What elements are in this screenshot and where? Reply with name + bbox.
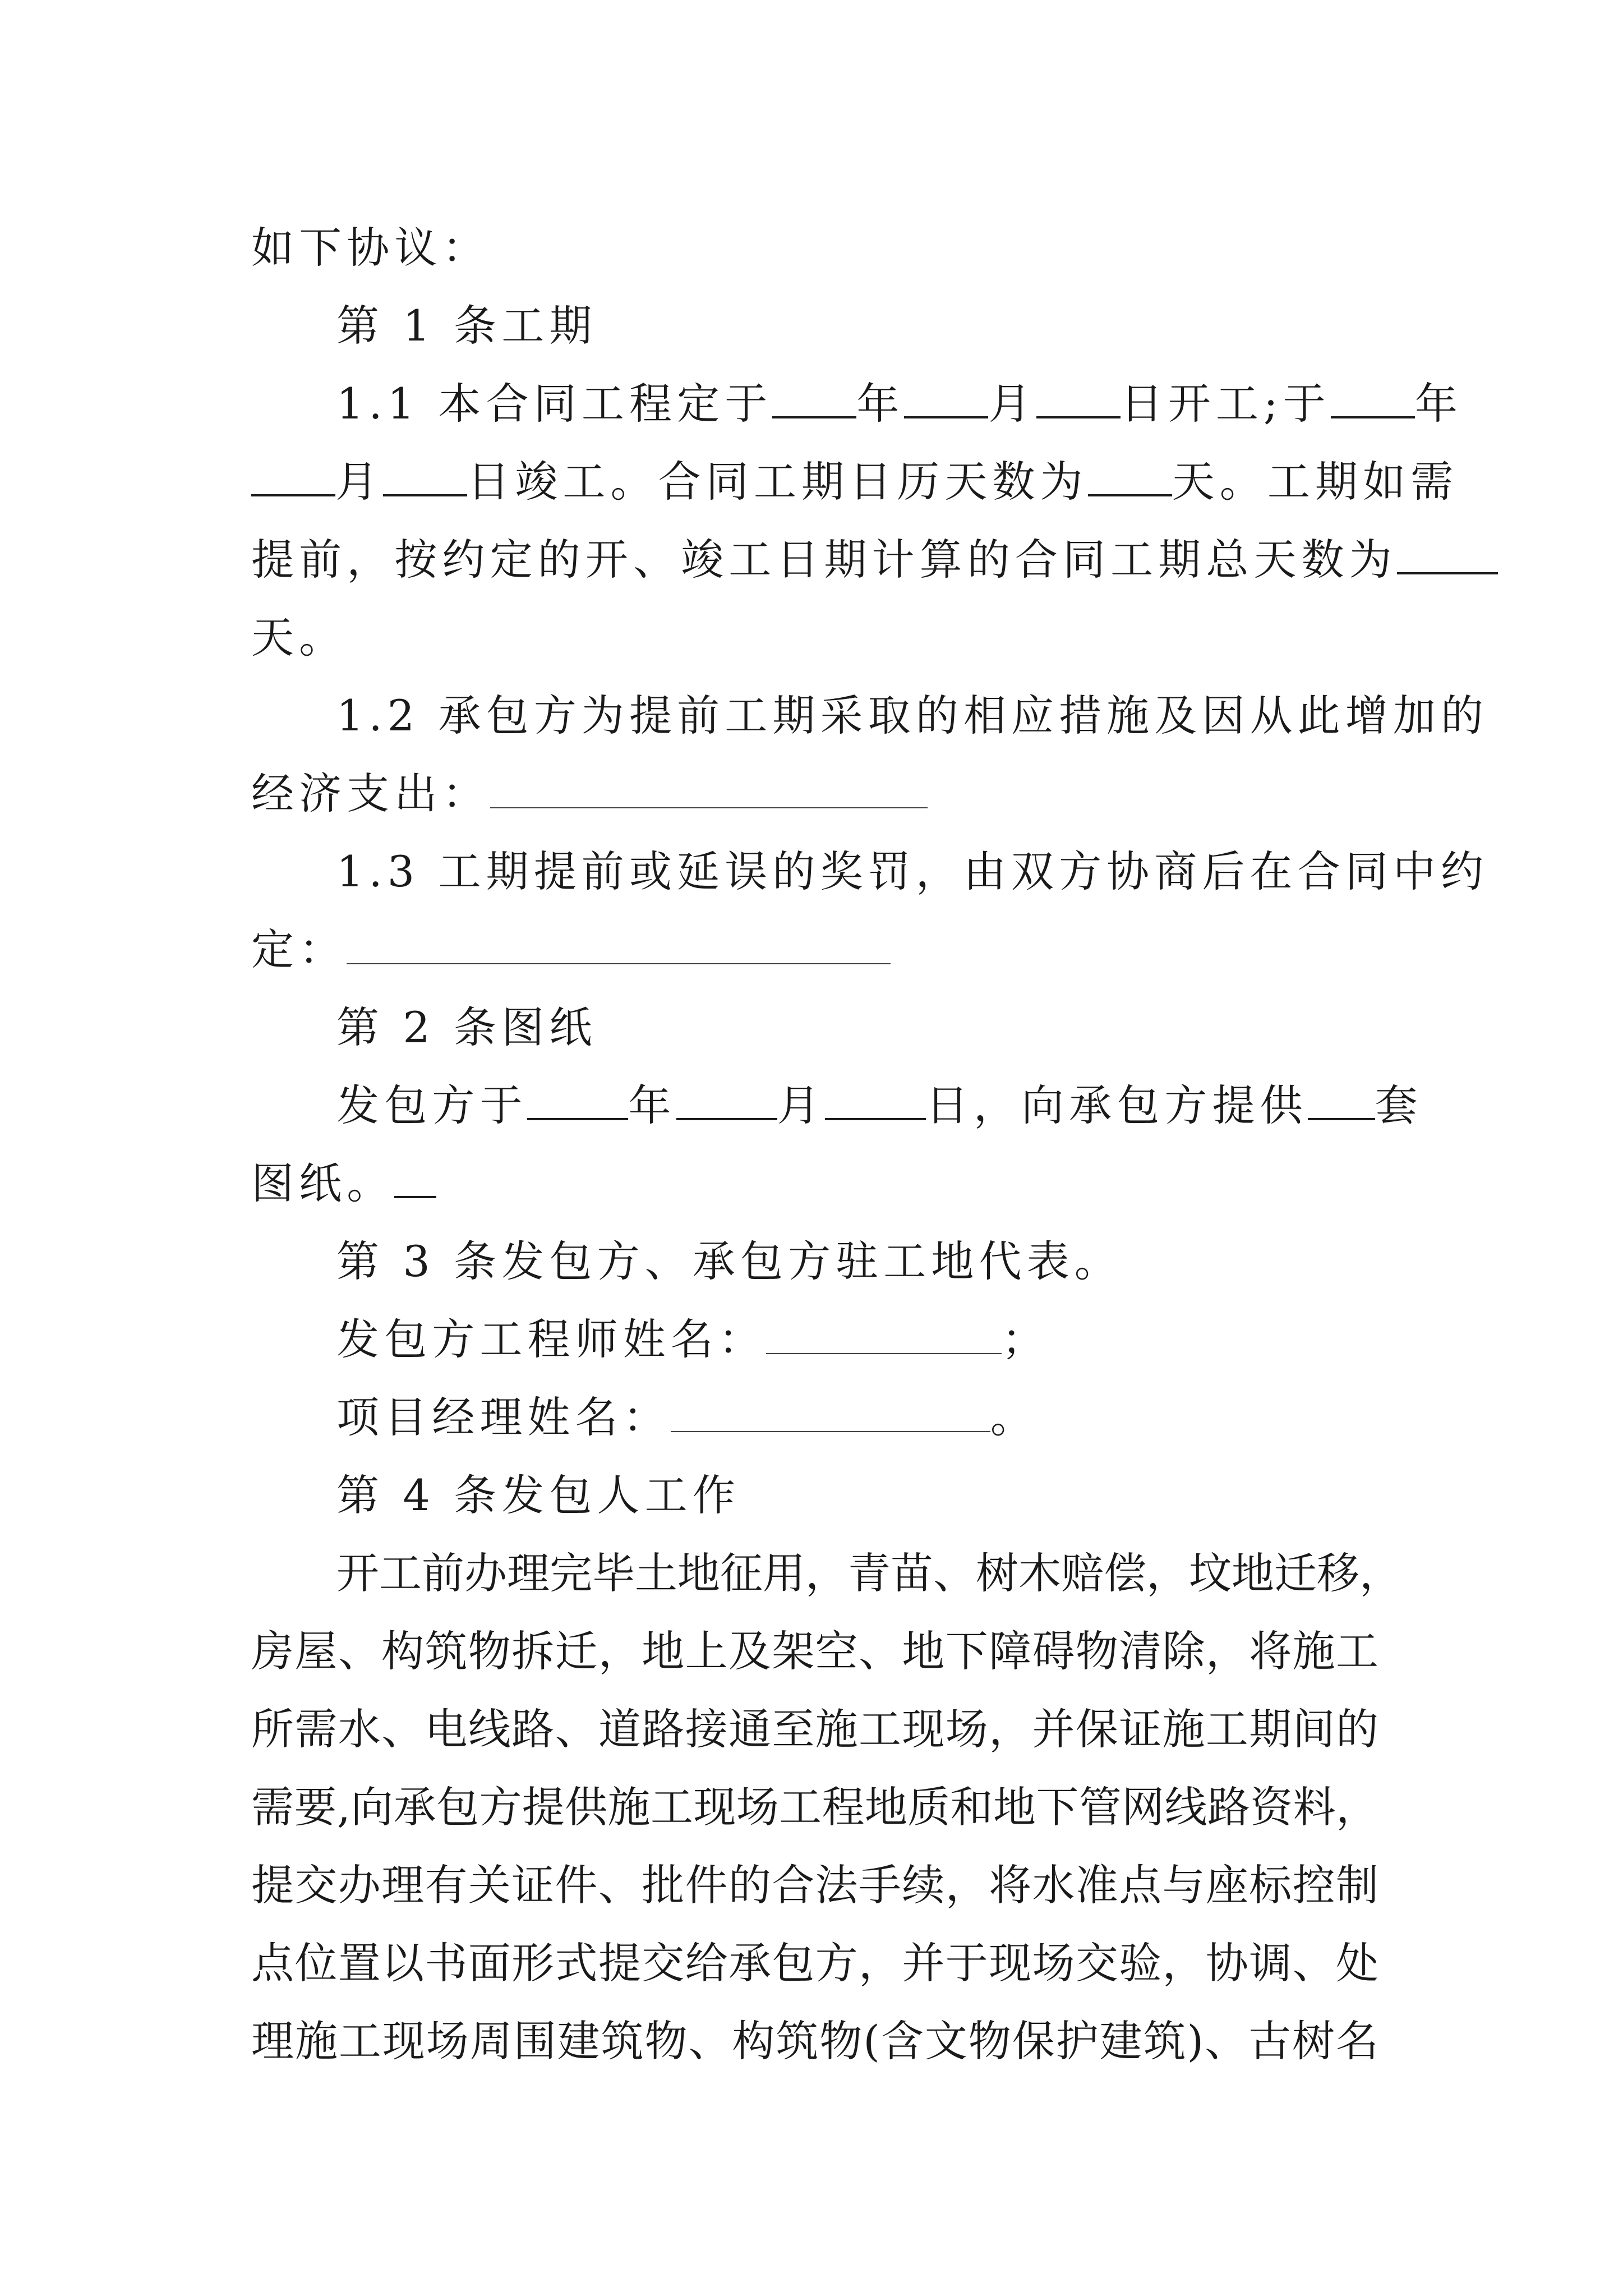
fill-blank [772, 405, 856, 418]
document-page [251, 209, 1489, 2080]
fill-blank [1331, 405, 1415, 418]
line-text: 点位置以书面形式提交给承包方，并于现场交验，协调、处 [251, 1938, 1378, 1988]
text-line [251, 754, 1378, 832]
line-text: 1.3 工期提前或延误的奖罚，由双方协商后在合同中约 [336, 846, 1489, 896]
line-text: 理施工现场周围建筑物、构筑物(含文物保护建筑)、古树名 [251, 2016, 1378, 2066]
line-text: 天。 [251, 613, 347, 662]
text-line [251, 832, 1489, 910]
text-line [251, 2002, 1378, 2080]
line-text: 需要,向承包方提供施工现场工程地质和地下管网线路资料， [251, 1782, 1378, 1832]
line-text: 日开工;于 [1120, 379, 1331, 429]
line-text: 1.1 本合同工程定于 [336, 379, 773, 429]
fill-blank [1308, 1107, 1375, 1120]
line-text: 第 2 条图纸 [336, 1002, 597, 1052]
line-text: 天。工期如需 [1172, 457, 1459, 507]
line-text: 发包方于 [336, 1080, 528, 1130]
text-line [251, 1768, 1378, 1846]
fill-blank [383, 483, 467, 496]
line-text: 图纸。 [251, 1158, 395, 1208]
text-line [251, 521, 1397, 599]
line-text: 日，向承包方提供 [925, 1080, 1308, 1130]
text-line [251, 677, 1489, 754]
text-line [251, 1612, 1378, 1690]
fill-blank [527, 1107, 628, 1120]
line-text: 第 4 条发包人工作 [336, 1470, 740, 1520]
line-text: 日竣工。合同工期日历天数为 [467, 457, 1088, 507]
line-text: 月 [988, 379, 1036, 429]
text-line [251, 1846, 1378, 1924]
fill-blank [671, 1420, 990, 1432]
line-text: 1.2 承包方为提前工期采取的相应措施及因从此增加的 [336, 691, 1489, 740]
line-text: 第 3 条发包方、承包方驻工地代表。 [336, 1236, 1122, 1286]
clause-heading [251, 1222, 1378, 1300]
fill-blank [1036, 405, 1121, 418]
line-text: 年 [1414, 379, 1463, 429]
line-text: 月 [777, 1080, 825, 1130]
fill-blank [251, 483, 335, 496]
clause-heading [251, 988, 1378, 1066]
text-line [251, 209, 1378, 287]
line-text: 发包方工程师姓名： [336, 1314, 767, 1364]
line-text: 项目经理姓名： [336, 1392, 671, 1442]
line-text: ； [1002, 1314, 1050, 1364]
fill-blank [490, 796, 928, 808]
fill-blank [1088, 483, 1172, 496]
line-text: 定： [251, 924, 347, 974]
line-text: 开工前办理完毕土地征用，青苗、树木赔偿，坟地迁移， [336, 1548, 1402, 1598]
text-line [251, 599, 1378, 677]
clause-heading [251, 287, 1378, 365]
fill-blank [904, 405, 988, 418]
text-line [251, 1690, 1378, 1768]
line-text: 年 [856, 379, 905, 429]
text-line [251, 1924, 1378, 2002]
text-line [251, 910, 1378, 988]
text-line [251, 365, 1463, 443]
fill-blank [766, 1342, 1002, 1354]
line-text: 房屋、构筑物拆迁，地上及架空、地下障碍物清除，将施工 [251, 1626, 1378, 1676]
line-text: 经济支出： [251, 769, 490, 818]
line-text: 月 [335, 457, 384, 507]
line-text: 。 [990, 1392, 1038, 1442]
fill-blank [676, 1107, 777, 1120]
fill-blank [394, 1185, 436, 1198]
line-text: 第 1 条工期 [336, 301, 597, 351]
line-text: 提前，按约定的开、竣工日期计算的合同工期总天数为 [251, 535, 1397, 585]
line-text: 如下协议： [251, 223, 490, 273]
text-line [251, 1144, 1378, 1222]
text-line [251, 1300, 1378, 1378]
line-text: 套 [1375, 1080, 1423, 1130]
text-line [251, 1066, 1423, 1144]
fill-blank [825, 1107, 926, 1120]
fill-blank [347, 952, 891, 964]
fill-blank [1397, 561, 1498, 574]
text-line [251, 1534, 1402, 1612]
line-text: 所需水、电线路、道路接通至施工现场，并保证施工期间的 [251, 1704, 1378, 1754]
text-line [251, 443, 1459, 521]
clause-heading [251, 1456, 1378, 1534]
line-text: 年 [628, 1080, 676, 1130]
text-line [251, 1378, 1378, 1456]
line-text: 提交办理有关证件、批件的合法手续，将水准点与座标控制 [251, 1860, 1378, 1910]
